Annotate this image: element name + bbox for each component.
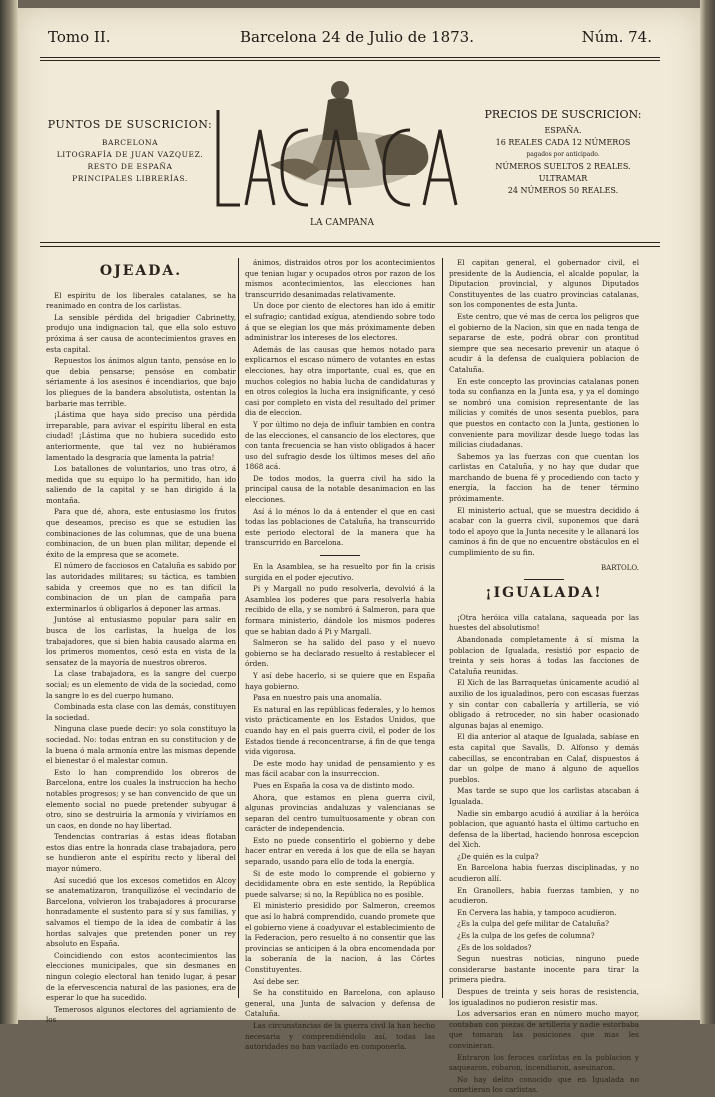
article-paragraph: Las circunstancias de la guerra civil la han hecho necesaria y comprendiéndolo así, todas las autoridades no han vacilado en componerla. <box>245 1020 435 1052</box>
prices-overseas-rate: 24 NÚMEROS 50 REALES. <box>507 186 619 195</box>
article-paragraph: ánimos, distraidos otros por los acontecimientos que tenian lugar y ocupados otros por razon de los mismos acontecimientos, las elecciones han transcurrido desanimadas relativamente. <box>245 258 435 299</box>
article-paragraph: Despues de treinta y seis horas de resistencia, los igualadinos no pudieron resistir mas. <box>449 987 639 1007</box>
article-paragraph: No hay delito conocido que en Igualada no cometieran los carlistas. <box>449 1074 639 1095</box>
article-paragraph: En Granollers, habia fuerzas tambien, y no acudieron. <box>449 885 639 906</box>
article-paragraph: Coincidiendo con estos acontecimientos las elecciones municipales, que sin desmanes en ningun colegio electoral han tenido lugar, á pesar de la efervescencia natural de las pasiones, era de esperar lo que ha sucedido. <box>46 950 236 1003</box>
article-paragraph: El número de facciosos en Cataluña es sabido por las autoridades militares; su táctica, es tambien sabida y creemos que no es tan difícil la combinacion de un plan de campaña para exterminarlos ú obligarlos á deponer las armas. <box>46 561 236 613</box>
article-paragraph: En este concepto las provincias catalanas ponen toda su confianza en la Junta esa, y ya el domingo se nombró una comision representante de las milicias y comités de unos sesenta pueblos, para que puestos en contacto con la Junta, gestionen lo conveniente para movilizar desde luego todas las milicias ciudadanas. <box>449 376 639 450</box>
article-paragraph: Los adversarios eran en número mucho mayor, contaban con piezas de artillería y nadie estorbaba que tomaran las posiciones que mas les convinieran. <box>449 1009 639 1050</box>
article-paragraph: De este modo hay unidad de pensamiento y es mas fácil acabar con la insurreccion. <box>245 758 435 779</box>
article-paragraph: La sensible pérdida del brigadier Cabrinetty, produjo una indignacion tal, que ella solo estuvo próxima á ser causa de acontecimientos graves en esta capital. <box>46 312 236 354</box>
prices-spain-label: ESPAÑA. <box>544 126 582 135</box>
article-paragraph: Combinada esta clase con las demás, constituyen la sociedad. <box>46 702 236 722</box>
article-paragraph: El Xich de las Barraquetas únicamente acudió al auxilio de los igualadinos, pero con escasas fuerzas y sin contar con caballería y artillería, se vió obligado á retroceder, no sin haber ocasionado algunas bajas al enemigo. <box>449 678 639 730</box>
volume-label: Tomo II. <box>48 28 111 46</box>
section-separator <box>524 579 564 580</box>
article-paragraph: Temerosos algunos electores del agriamiento de los <box>46 1004 236 1025</box>
article-paragraph: Pasa en nuestro pais una anomalía. <box>253 693 382 703</box>
article-paragraph: Mas tarde se supo que los carlistas atacaban á Igualada. <box>449 786 639 806</box>
article-paragraph: En Barcelona habia fuerzas disciplinadas, y no acudieron allí. <box>449 863 639 884</box>
article-paragraph: El ministerio actual, que se muestra decidido á acabar con la guerra civil, suponemos que dará todo el apoyo que la Junta necesite y le allanará los caminos á fin de que no encuentre obstáculos en el cumplimiento de su fin. <box>449 505 639 558</box>
article-paragraph: Abandonada completamente á sí misma la poblacion de Igualada, resistió por espacio de treinta y seis horas á todas las facciones de Cataluña reunidas. <box>449 635 639 676</box>
subscription-point: LITOGRAFÍA DE JUAN VAZQUEZ. <box>56 150 204 159</box>
subscription-points-heading: PUNTOS DE SUSCRICION: <box>47 118 213 131</box>
article-paragraph: Esto lo han comprendido los obreros de Barcelona, entre los cuales la instruccion ha hecho notables progresos; y se han convencido de que un elemento social no puede pretender subyugar á otro, sino se destruiria la armonía y viviríamos en un caos, en donde no hay libertad. <box>46 767 236 830</box>
column-3 <box>449 258 639 1097</box>
article-paragraph: Sabemos ya las fuerzas con que cuentan los carlistas en Cataluña, y no hay que dudar que marchando de buena fé y procediendo con tacto y energía, la faccion ha de tener término próximamente. <box>449 451 639 504</box>
article-paragraph: Tendencias contrarias á estas ideas flotaban estos dias entre la honrada clase trabajadora, pero se hundieron ante el espíritu recto y liberal del mayor número. <box>46 832 236 874</box>
prices-spain-rate: 16 REALES CADA 12 NÚMEROS <box>495 138 631 147</box>
article-paragraph: ¿De quién es la culpa? <box>457 851 539 861</box>
article-title-ojeada: OJEADA. <box>99 263 183 279</box>
issue-number: Núm. 74. <box>581 28 652 46</box>
article-paragraph: Así debe ser. <box>253 976 300 986</box>
article-signature: BARTOLO. <box>601 563 639 572</box>
column-divider <box>442 258 443 998</box>
article-paragraph: Pues en España la cosa va de distinto modo. <box>253 780 415 790</box>
article-paragraph: La clase trabajadora, es la sangre del cuerpo social; es un elemento de vida de la sociedad, como la sangre lo es del cuerpo humano. <box>46 669 236 700</box>
book-spine <box>0 0 18 1024</box>
article-paragraph: El capitan general, el gobernador civil, el presidente de la Audiencia, el alcalde popular, la Diputacion provincial, y algunos Diputados Constituyentes de las cuatro provincias catalanas, son los componentes de esta Junta. <box>449 258 639 310</box>
article-paragraph: Y por último no deja de influir tambien en contra de las elecciones, el cansancio de los electores, que con tanta frecuencia se han visto obligados á hacer uso del sufragio desde los últimos meses del año 1868 acá. <box>245 419 435 472</box>
article-paragraph: Segun nuestras noticias, ninguno puede considerarse bastante inocente para tirar la primera piedra. <box>449 954 639 985</box>
prices-prepaid-note: pagados por anticipado. <box>526 151 600 158</box>
subscription-point: RESTO DE ESPAÑA <box>87 162 173 171</box>
article-paragraph: ¿Es la culpa del gefe militar de Cataluña? <box>457 919 609 929</box>
logo-title: LA CAMPANA <box>309 218 375 228</box>
article-paragraph: Y así debe hacerlo, si se quiere que en España haya gobierno. <box>245 670 435 691</box>
subscription-prices <box>478 108 648 197</box>
article-paragraph: En Cervera las habia, y tampoco acudieron. <box>457 907 617 917</box>
article-title-igualada: ¡IGUALADA! <box>485 585 603 602</box>
subscription-point: PRINCIPALES LIBRERÍAS. <box>72 174 188 183</box>
masthead <box>40 22 660 58</box>
masthead-rule <box>40 60 660 62</box>
issue-date: Barcelona 24 de Julio de 1873. <box>240 28 474 46</box>
article-paragraph: ¿Es de los soldados? <box>457 942 532 952</box>
article-paragraph: Ahora, que estamos en plena guerra civil, algunas provincias andaluzas y valencianas se separan del centro tumultuosamente y obran con carácter de independencia. <box>245 792 435 834</box>
article-paragraph: Es natural en las repúblicas federales, y lo hemos visto prácticamente en los Estados Unidos, que cuando hay en el pais guerra civil, el poder de los Estados tiende á reconcentrarse, á fin de que tenga vida vigorosa. <box>245 704 435 757</box>
column-2 <box>245 258 435 1054</box>
article-paragraph: ¡Lástima que haya sido preciso una pérdida irreparable, para avivar el espíritu liberal en esta ciudad! ¡Lástima que no hubiera sucedido esto anteriormente, que tal vez no hubiéramos lamentado la desgracia que lamenta la patria! <box>46 410 236 462</box>
article-paragraph: Esto no puede consentirlo el gobierno y debe hacer entrar en vereda á los que de ella se hayan separado, usando para ello de toda la energía. <box>245 835 435 867</box>
article-paragraph: El dia anterior al ataque de Igualada, sabíase en esta capital que Savalls, D. Alfonso y demás cabecillas, se encontraban en Calaf, dispuestos á dar un golpe de mano á alguno de aquellos pueblos. <box>449 732 639 784</box>
header-rule-thin <box>40 246 660 247</box>
article-paragraph: Repuestos los ánimos algun tanto, pensóse en lo que debia pensarse; pensóse en combatir sériamente á los asesinos é incendiarios, que bajo los pliegues de la bandera absolutista, ostentan la barbarie mas terrible. <box>46 356 236 408</box>
article-paragraph: Pi y Margall no pudo resolverla, devolvió á la Asamblea los poderes que para resolverla habia recibido de ella, y se nombró á Salmeron, para que formara ministerio, dándole los mismos poderes que se habian dado á Pi y Margall. <box>245 584 435 636</box>
article-paragraph: Juntóse al entusiasmo popular para salir en busca de los carlistas, la huelga de los trabajadores, que si bien habia causado alarma en los primeros momentos, cesó esta en vista de la sensatez de la mayoría de nuestros obreros. <box>46 615 236 667</box>
section-separator <box>320 555 360 556</box>
subscription-points <box>45 118 215 185</box>
article-paragraph: ¡Otra heróica villa catalana, saqueada por las huestes del absolutismo! <box>449 612 639 633</box>
column-1 <box>46 258 236 1027</box>
article-paragraph: Para que dé, ahora, este entusiasmo los frutos que deseamos, preciso es que se estudien las combinaciones de las columnas, que de una buena combinacion, de un buen plan militar, depende el éxito de la empresa que se acomete. <box>46 507 236 559</box>
article-paragraph: Se ha constituido en Barcelona, con aplauso general, una Junta de salvacion y defensa de Cataluña. <box>245 988 435 1019</box>
article-paragraph: El espíritu de los liberales catalanes, se ha reanimado en contra de los carlistas. <box>46 290 236 311</box>
article-paragraph: Salmeron se ha salido del paso y el nuevo gobierno se ha declarado resuelto á restablecer el órden. <box>245 638 435 669</box>
header-rule <box>40 242 660 243</box>
prices-overseas-label: ULTRAMAR <box>538 174 588 183</box>
column-divider <box>238 258 239 998</box>
page-edge <box>700 0 715 1024</box>
masthead-logo-illustration <box>210 70 475 235</box>
prices-single-issue: NÚMEROS SUELTOS 2 REALES. <box>495 162 631 171</box>
article-paragraph: Los batallones de voluntarios, uno tras otro, á medida que su equipo lo ha permitido, han ido saliendo de la capital y se han dirigido á la montaña. <box>46 464 236 505</box>
article-paragraph: Entraron los feroces carlistas en la poblacion y saquearon, robaron, incendiaron, asesinaron. <box>449 1052 639 1073</box>
article-paragraph: Además de las causas que hemos notado para explicarnos el escaso número de votantes en estas elecciones, hay otra importante, cual es, que en muchos colegios no habia lucha de candidaturas y en otros colegios la lucha era insignificante, y cesó casi por completo en vista del resultado del primer dia de eleccion. <box>245 344 435 418</box>
article-paragraph: Así sucedió que los excesos cometidos en Alcoy se anatematizaron, tranquilizóse el vecindario de Barcelona, volvieron los trabajadores á procurarse honradamente el sustento para sí y sus familias, y salvamos el tiempo de la idea de combatir á las hordas salvajes que pretenden poner un rey absoluto en España. <box>46 875 236 949</box>
article-paragraph: De todos modos, la guerra civil ha sido la principal causa de la notable desanimacion en las elecciones. <box>245 473 435 505</box>
article-paragraph: Nadie sin embargo acudió á auxiliar á la heróica poblacion, que aguantó hasta el último cartucho en defensa de la libertad, haciendo honrosa escepcion del Xich. <box>449 808 639 850</box>
article-paragraph: Ninguna clase puede decir: yo sola constituyo la sociedad. No: todas entran en su constitucion y de la buena ó mala armonía entre las mismas depende el bienestar ó el malestar comun. <box>46 724 236 766</box>
article-paragraph: Un doce por ciento de electores han ido á emitir el sufragio; cantidad exígua, atendiendo sobre todo á que se elegian los que más próximamente deben administrar los intereses de los electores. <box>245 301 435 343</box>
article-paragraph: ¿Es la culpa de los gefes de columna? <box>457 931 595 941</box>
article-paragraph: En la Asamblea, se ha resuelto por fin la crisis surgida en el poder ejecutivo. <box>245 562 435 582</box>
subscription-point: BARCELONA <box>101 138 159 147</box>
article-paragraph: Este centro, que vé mas de cerca los peligros que el gobierno de la Nacion, sin que en nada tenga de separarse de este, podrá obrar con prontitud siempre que sea necesario prevenir un ataque ó acudir á la defensa de cualquiera poblacion de Cataluña. <box>449 311 639 374</box>
prices-heading: PRECIOS DE SUSCRICION: <box>484 108 642 121</box>
article-paragraph: Si de este modo lo comprende el gobierno y decididamente obra en este sentido, la República puede salvarse; si no, la República no es posible. <box>245 868 435 899</box>
article-paragraph: El ministerio presidido por Salmeron, creemos que así lo habrá comprendido, cuando promete que el gobierno viene á coadyuvar el establecimiento de la Federacion, pero resuelto á no consentir que las provincias se anticipen á la obra encomendada por la soberanía de la nacion, á las Córtes Constituyentes. <box>245 901 435 974</box>
article-paragraph: Así á lo ménos lo da á entender el que en casi todas las poblaciones de Cataluña, ha transcurrido este periodo electoral de la manera que ha transcurrido en Barcelona. <box>245 506 435 548</box>
